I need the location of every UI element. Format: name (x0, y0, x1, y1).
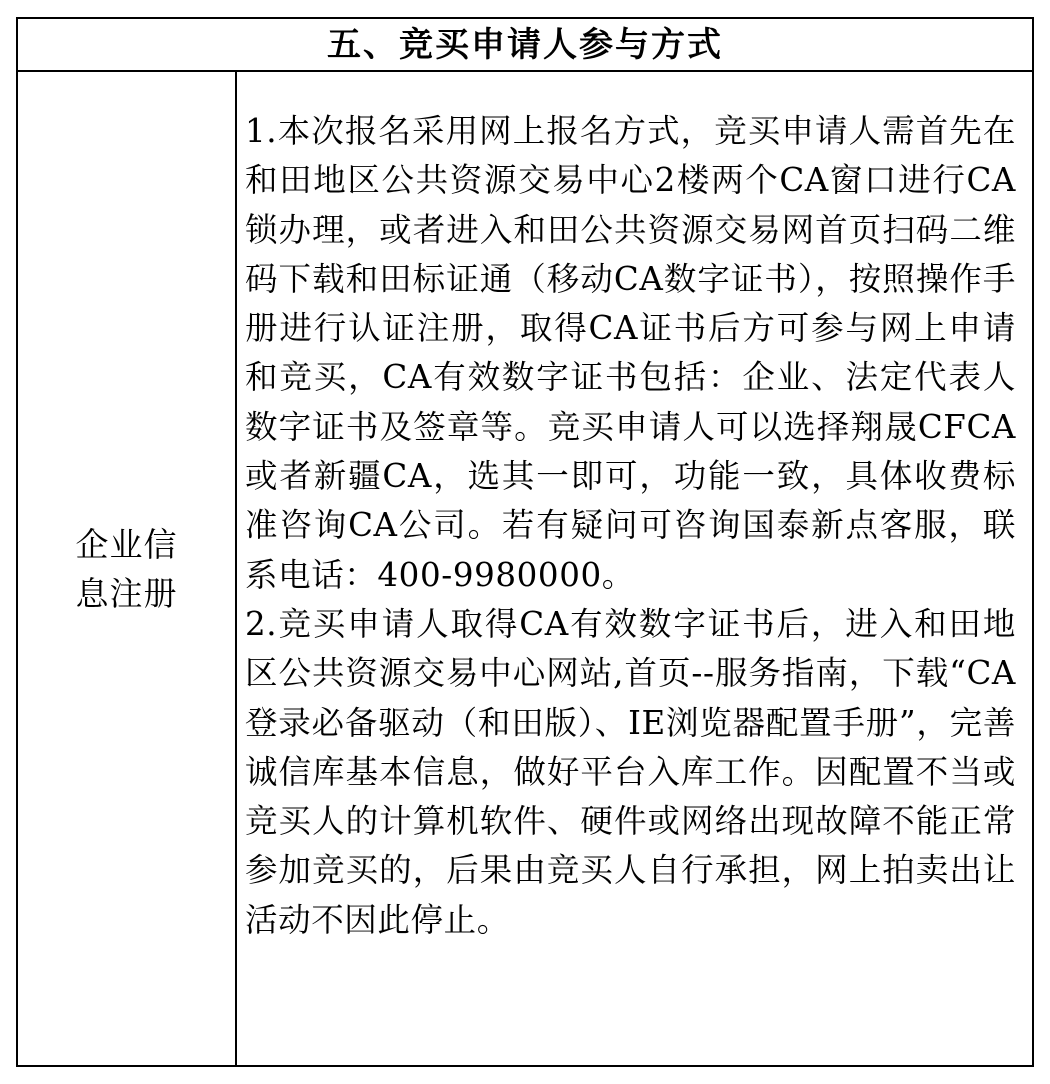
row-label-line-2: 息注册 (75, 573, 178, 613)
instruction-paragraph-2: 2.竞买申请人取得CA有效数字证书后，进入和田地区公共资源交易中心网站,首页--服务指南，下载“CA登录必备驱动（和田版）、IE浏览器配置手册”，完善诚信库基本信息，做好平台入库工作。因配置不当或竞买人的计算机软件、硬件或网络出现故障不能正常参加竞买的，后果由竞买人自行承担，网上拍卖出让活动不因此停止。 (245, 604, 1016, 939)
row-label-line-1: 企业信 (75, 524, 178, 564)
table-header-row (18, 19, 1032, 72)
table-body-row (18, 72, 1032, 1065)
instruction-paragraph-1: 1.本次报名采用网上报名方式，竞买申请人需首先在和田地区公共资源交易中心2楼两个CA窗口进行CA锁办理，或者进入和田公共资源交易网首页扫码二维码下载和田标证通（移动CA数字证书），按照操作手册进行认证注册，取得CA证书后方可参与网上申请和竞买，CA有效数字证书包括：企业、法定代表人数字证书及签章等。竞买申请人可以选择翔晟CFCA或者新疆CA，选其一即可，功能一致，具体收费标准咨询CA公司。若有疑问可咨询国泰新点客服，联系电话：400-9980000。 (245, 112, 1016, 594)
section-title: 五、竞买申请人参与方式 (327, 24, 723, 65)
row-label (62, 520, 192, 618)
row-content-cell (237, 72, 1032, 1065)
row-label-cell (18, 72, 237, 1065)
document-table (16, 17, 1034, 1067)
